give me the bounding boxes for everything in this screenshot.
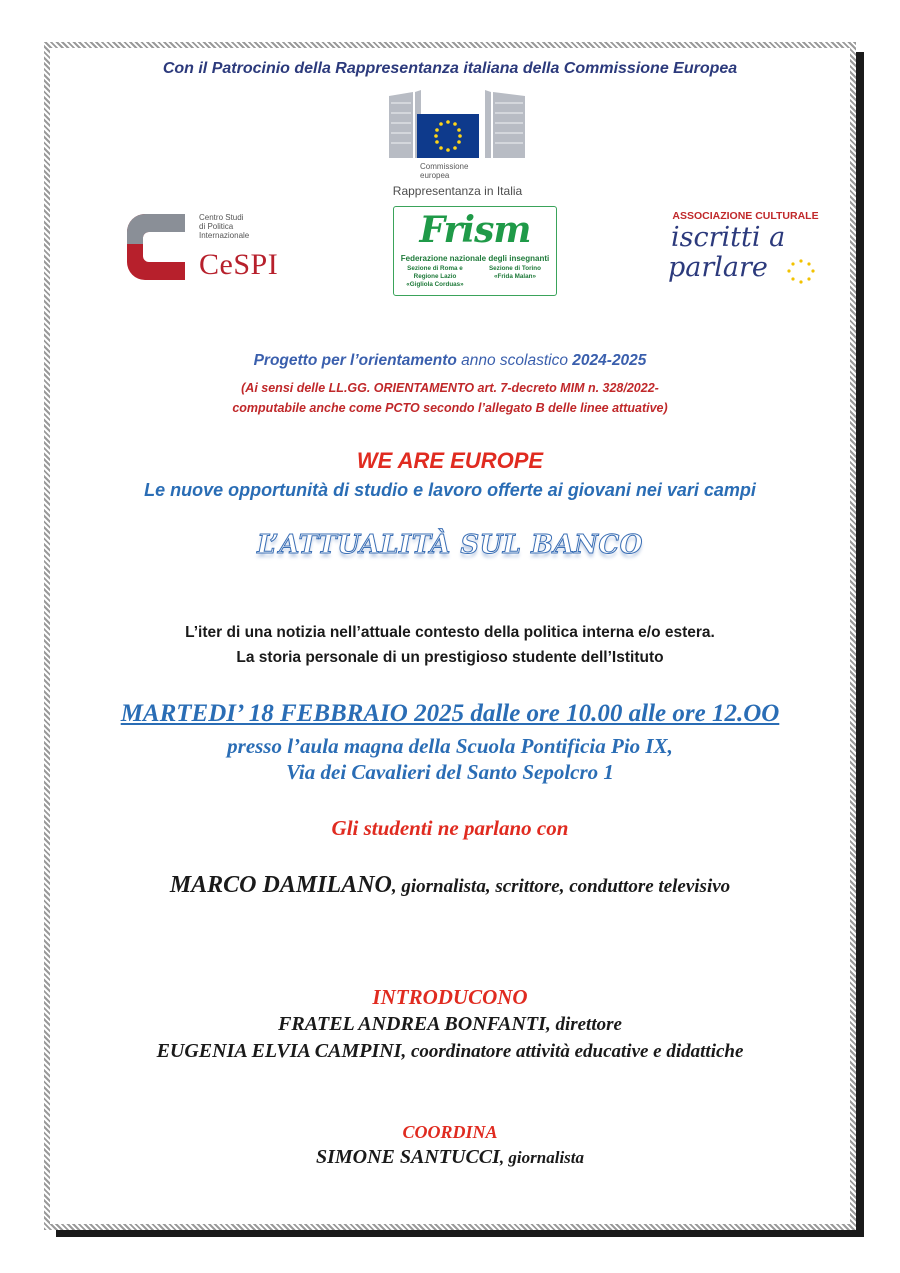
description-line1: L’iter di una notizia nell’attuale contesto della politica interna e/o estera.	[185, 624, 715, 641]
progetto-line	[0, 352, 900, 370]
cespi-logo	[125, 212, 300, 282]
legal-note-line2: computabile anche come PCTO secondo l’allegato B delle linee attuative)	[232, 401, 668, 415]
introducer-1-name: FRATEL ANDREA BONFANTI	[278, 1013, 546, 1035]
coordina-label: COORDINA	[402, 1122, 498, 1142]
legal-note	[0, 378, 900, 418]
ec-rappresentanza: Rappresentanza in Italia	[392, 184, 523, 198]
event-series-title: L’ATTUALITÀ SUL BANCO	[257, 530, 643, 560]
coordinator-role: , giornalista	[499, 1148, 585, 1167]
frism-name: Frism	[419, 209, 531, 251]
event-title: WE ARE EUROPE	[356, 448, 544, 473]
introducer-2-name: EUGENIA ELVIA CAMPINI	[156, 1040, 402, 1062]
introducer-1-role: , direttore	[545, 1014, 622, 1035]
associazione-title: ASSOCIAZIONE CULTURALE	[672, 210, 819, 222]
introducer-2	[0, 1040, 900, 1063]
introducer-1	[0, 1013, 900, 1036]
guest-speaker	[0, 872, 900, 899]
event-description	[0, 620, 900, 670]
frism-logo	[393, 206, 557, 296]
legal-note-line1: (Ai sensi delle LL.GG. ORIENTAMENTO art. 7-decreto MIM n. 328/2022-	[241, 381, 659, 395]
introducono-label: INTRODUCONO	[372, 985, 528, 1009]
coordinator	[0, 1146, 900, 1169]
cespi-name: CeSPI	[199, 248, 279, 281]
cespi-arc-icon	[125, 212, 195, 282]
associazione-line1: iscritti a	[671, 222, 786, 253]
associazione-line2: parlare	[668, 252, 768, 283]
event-subtitle: Le nuove opportunità di studio e lavoro offerte ai giovani nei vari campi	[144, 480, 756, 500]
progetto-label: Progetto per l’orientamento	[253, 352, 457, 369]
associazione-logo	[663, 208, 828, 303]
progetto-anno: anno scolastico	[456, 352, 573, 369]
frism-sezione-roma: Sezione di Roma e Regione Lazio «Gigliola Corduas»	[406, 265, 464, 288]
speakers-intro: Gli studenti ne parlano con	[331, 816, 569, 840]
guest-name: MARCO DAMILANO	[169, 872, 392, 898]
guest-role: , giornalista, scrittore, conduttore televisivo	[391, 876, 731, 897]
event-venue	[0, 733, 900, 785]
ec-logo-line1: Commissione	[420, 162, 469, 171]
venue-line1: presso l’aula magna della Scuola Pontificia Pio IX,	[227, 734, 673, 758]
stars-icon	[781, 258, 821, 288]
description-line2: La storia personale di un prestigioso studente dell’Istituto	[236, 649, 664, 666]
ec-logo-line2: europea	[420, 171, 450, 180]
frism-sezione-torino: Sezione di Torino «Frida Malan»	[488, 265, 541, 280]
progetto-years: 2024-2025	[572, 352, 647, 369]
coordinator-name: SIMONE SANTUCCI	[315, 1146, 500, 1168]
introducer-2-role: , coordinatore attività educative e didattiche	[401, 1041, 744, 1062]
venue-line2: Via dei Cavalieri del Santo Sepolcro 1	[286, 760, 614, 784]
patrocinio-heading: Con il Patrocinio della Rappresentanza italiana della Commissione Europea	[162, 60, 738, 77]
cespi-subtitle: Centro Studi di Politica Internazionale	[199, 213, 250, 240]
event-date: MARTEDI’ 18 FEBBRAIO 2025 dalle ore 10.00 alle ore 12.OO	[120, 700, 780, 727]
frism-federazione: Federazione nazionale degli insegnanti	[400, 254, 550, 263]
european-commission-logo	[385, 88, 530, 200]
